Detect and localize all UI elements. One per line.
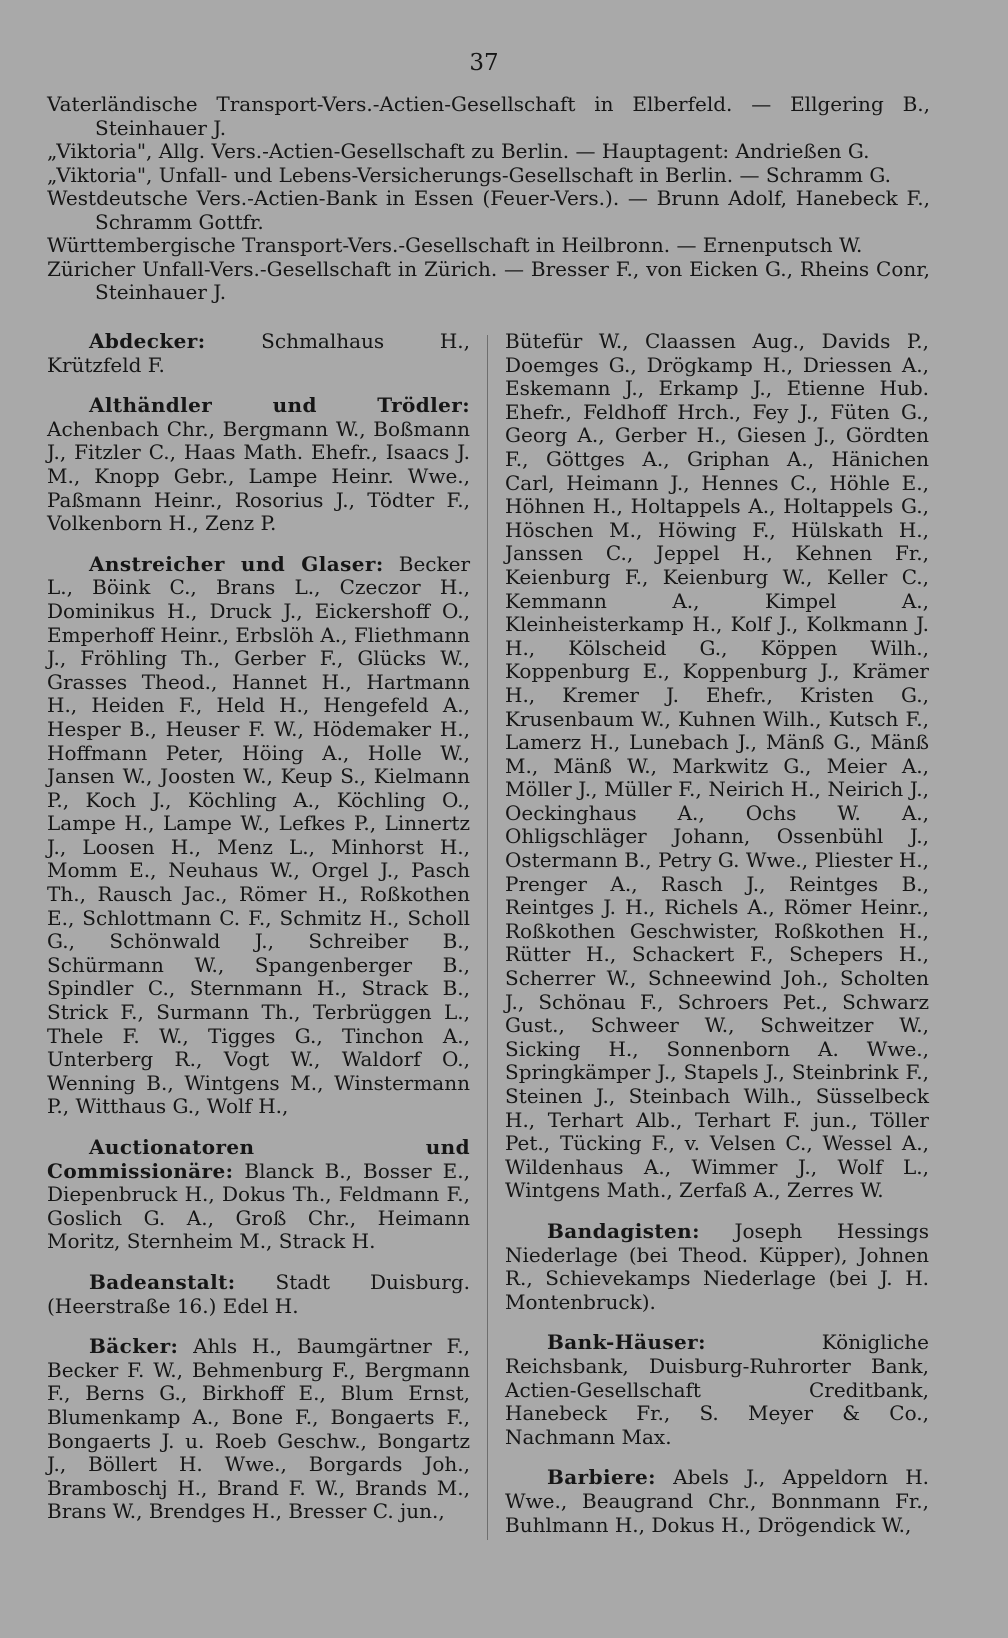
left-column	[47, 330, 470, 1524]
trade-heading: Bank-Häuser:	[547, 1330, 706, 1355]
trade-names: Stadt Duisburg. (Heerstraße 16.) Edel H.	[47, 1269, 471, 1318]
entry: „Viktoria", Allg. Vers.-Actien-Gesellschaft zu Berlin. — Hauptagent: Andrießen G.	[47, 139, 870, 163]
trade-heading: Bandagisten:	[547, 1218, 700, 1243]
trade-names: Königliche Reichsbank, Duisburg-Ruhrorter Bank, Actien-Gesellschaft Creditbank, Hanebeck Fr., S. Meyer & Co., Nachmann Max.	[505, 1330, 929, 1449]
column-divider	[487, 335, 488, 1540]
trade-heading: Badeanstalt:	[89, 1269, 236, 1294]
trade-names: Ahls H., Baumgärtner F., Becker F. W., Behmenburg F., Bergmann F., Berns G., Birkhoff E., Blum Ernst, Blumenkamp A., Bone F., Bongaerts F., Bongaerts J. u. Roeb Geschw., Bongartz J., Böllert H. Wwe., Borgards Joh., Bramboschj H., Brand F. W., Brands M., Brans W., Brendges H., Bresser C. jun.,	[47, 1334, 470, 1524]
trade-names: Blanck B., Bosser E., Diepenbruck H., Dokus Th., Feldmann F., Goslich G. A., Groß Chr., Heimann Moritz, Sternheim M., Strack H.	[47, 1158, 470, 1254]
insurance-entries	[47, 93, 930, 305]
trade-names: Joseph Hessings Niederlage (bei Theod. Küpper), Johnen R., Schievekamps Niederlage (bei J. H. Montenbruck).	[505, 1218, 929, 1314]
trade-names: Abels J., Appeldorn H. Wwe., Beaugrand Chr., Bonnmann Fr., Buhlmann H., Dokus H., Drögendick W.,	[505, 1465, 930, 1537]
entry: Württembergische Transport-Vers.-Gesellschaft in Heilbronn. — Ernenputsch W.	[47, 233, 863, 257]
trade-section	[47, 394, 470, 536]
trade-section	[47, 330, 470, 377]
trade-section	[505, 1220, 929, 1314]
trade-section	[505, 1331, 929, 1449]
trade-heading: Althändler und Trödler:	[89, 393, 470, 418]
trade-section-continued	[505, 330, 929, 1203]
trade-section	[47, 1271, 470, 1318]
trade-heading: Anstreicher und Glaser:	[89, 551, 384, 576]
trade-section	[47, 553, 470, 1119]
trade-heading: Auctionatoren und Commissionäre:	[47, 1135, 470, 1183]
trade-names: Schmalhaus H., Krützfeld F.	[47, 329, 471, 377]
right-column	[505, 330, 929, 1537]
trade-names: Becker L., Böink C., Brans L., Czeczor H., Dominikus H., Druck J., Eickershoff O., Emperhoff Heinr., Erbslöh A., Fliethmann J., Fröhling Th., Gerber F., Glücks W., Grasses Theod., Hannet H., Hartmann H., Heiden F., Held H., Hengefeld A., Hesper B., Heuser F. W., Hödemaker H., Hoffmann Peter, Höing A., Holle W., Jansen W., Joosten W., Keup S., Kielmann P., Koch J., Köchling A., Köchling O., Lampe H., Lampe W., Lefkes P., Linnertz J., Loosen H., Menz L., Minhorst H., Momm E., Neuhaus W., Orgel J., Pasch Th., Rausch Jac., Römer H., Roßkothen E., Schlottmann C. F., Schmitz H., Scholl G., Schönwald J., Schreiber B., Schürmann W., Spangenberger B., Spindler C., Sternmann H., Strack B., Strick F., Surmann Th., Terbrüggen L., Thele F. W., Tigges G., Tinchon A., Unterberg R., Vogt W., Waldorf O., Wenning B., Wintgens M., Winstermann P., Witthaus G., Wolf H.,	[47, 551, 470, 1119]
trade-heading: Abdecker:	[89, 329, 206, 353]
entry: „Viktoria", Unfall- und Lebens-Versicherungs-Gesellschaft in Berlin. — Schramm G.	[47, 162, 891, 187]
trade-section	[47, 1136, 470, 1254]
entry: Westdeutsche Vers.-Actien-Bank in Essen (Feuer-Vers.). — Brunn Adolf, Hanebeck F., Schramm Gottfr.	[47, 186, 930, 234]
trade-heading: Bäcker:	[89, 1334, 179, 1359]
trade-section	[47, 1335, 470, 1524]
trade-names: Bütefür W., Claassen Aug., Davids P., Doemges G., Drögkamp H., Driessen A., Eskemann J., Erkamp J., Etienne Hub. Ehefr., Feldhoff Hrch., Fey J., Füten G., Georg A., Gerber H., Giesen J., Gördten F., Göttges A., Griphan A., Hänichen Carl, Heimann J., Hennes C., Höhle E., Höhnen H., Holtappels A., Holtappels G., Höschen M., Höwing F., Hülskath H., Janssen C., Jeppel H., Kehnen Fr., Keienburg F., Keienburg W., Keller C., Kemmann A., Kimpel A., Kleinheisterkamp H., Kolf J., Kolkmann J. H., Kölscheid G., Köppen Wilh., Koppenburg E., Koppenburg J., Krämer H., Kremer J. Ehefr., Kristen G., Krusenbaum W., Kuhnen Wilh., Kutsch F., Lamerz H., Lunebach J., Mänß G., Mänß M., Mänß W., Markwitz G., Meier A., Möller J., Müller F., Neirich H., Neirich J., Oeckinghaus A., Ochs W. A., Ohligschläger Johann, Ossenbühl J., Ostermann B., Petry G. Wwe., Pliester H., Prenger A., Rasch J., Reintges B., Reintges J. H., Richels A., Römer Heinr., Roßkothen Geschwister, Roßkothen H., Rütter H., Schackert F., Schepers H., Scherrer W., Schneewind Joh., Scholten J., Schönau F., Schroers Pet., Schwarz Gust., Schweer W., Schweitzer W., Sicking H., Sonnenborn A. Wwe., Springkämper J., Stapels J., Steinbrink F., Steinen J., Steinbach Wilh., Süsselbeck H., Terhart Alb., Terhart F. jun., Töller Pet., Tücking F., v. Velsen C., Wessel A., Wildenhaus A., Wimmer J., Wolf L., Wintgens Math., Zerfaß A., Zerres W.	[505, 329, 929, 1203]
trade-heading: Barbiere:	[547, 1465, 656, 1490]
page-number: 37	[469, 50, 499, 76]
entry: Vaterländische Transport-Vers.-Actien-Gesellschaft in Elberfeld. — Ellgering B., Steinhauer J.	[47, 92, 930, 140]
trade-section	[505, 1466, 929, 1537]
entry: Züricher Unfall-Vers.-Gesellschaft in Zürich. — Bresser F., von Eicken G., Rheins Conr, Steinhauer J.	[47, 256, 930, 304]
trade-names: Achenbach Chr., Bergmann W., Boßmann J., Fitzler C., Haas Math. Ehefr., Isaacs J. M., Knopp Gebr., Lampe Heinr. Wwe., Paßmann Heinr., Rosorius J., Tödter F., Volkenborn H., Zenz P.	[47, 416, 470, 536]
